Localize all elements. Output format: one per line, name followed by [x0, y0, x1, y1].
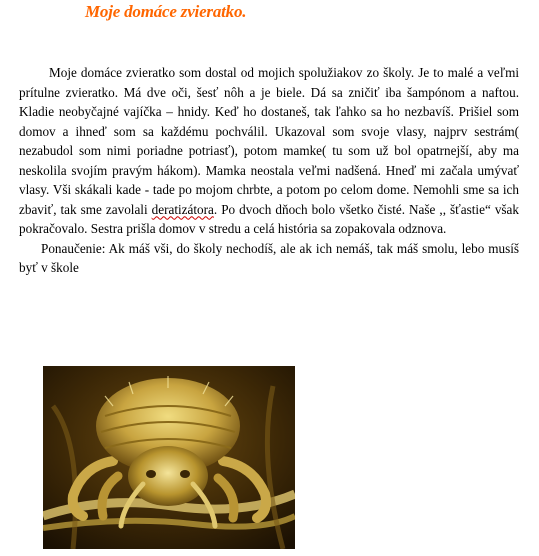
lesson-paragraph: Ponaučenie: Ak máš vši, do školy nechodíš, ale ak ich nemáš, tak máš smolu, lebo musíš byť v škole: [19, 240, 519, 275]
document-body: [19, 63, 519, 278]
title-text: Moje domáce zvieratko: [85, 2, 243, 21]
story-text-part-1: Moje domáce zvieratko som dostal od mojich spolužiakov zo školy. Je to malé a veľmi prítulne zvieratko. Má dve oči, šesť nôh a je biele. Dá sa zničiť iba šampónom a naftou. Kladie neobyčajné vajíčka – hnidy. Keď ho dostaneš, tak ľahko sa ho nezbavíš. Prišiel som domov a ihneď som sa každému pochválil. Ukazoval som svoje vlasy, najprv sestrám( nezabudol som nimi poriadne potriasť), potom mamke( tu som už bol opatrnejší, aby ma neskolila svojím pravým hákom). Mamka neostala veľmi nadšená. Hneď mi začala umývať vlasy. Vši skákali kade - tade po mojom chrbte, a potom po celom dome. Nemohli sme sa ich zbaviť, tak sme zavolali: [19, 65, 519, 217]
louse-photo: [43, 366, 295, 549]
document-title: [85, 2, 246, 22]
story-paragraph: [19, 63, 519, 239]
title-period: .: [242, 2, 247, 21]
misspelled-word: deratizátora: [151, 201, 214, 217]
story-text-part-2: . Po dvoch dňoch bolo všetko čisté. Naše ,, šťastie“ však pokračovalo. Sestra prišla domov v stredu a celá história sa zopakovala odznova.: [19, 201, 519, 236]
